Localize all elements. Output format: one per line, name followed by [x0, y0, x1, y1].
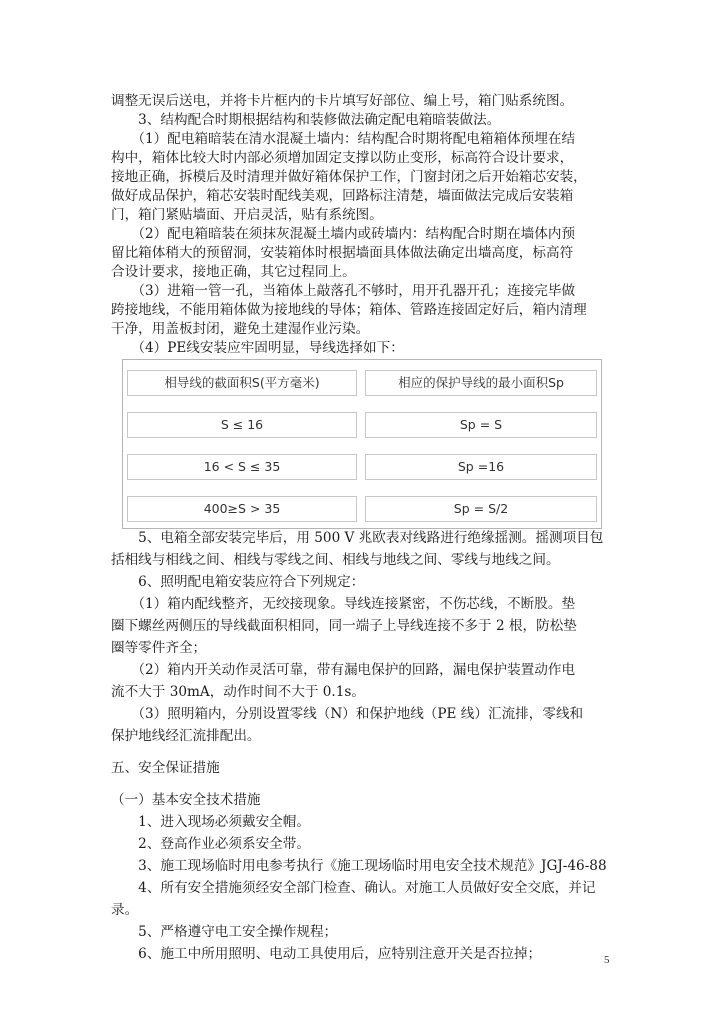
text-line: 跨接地线，不能用箱体做为接地线的导体；箱体、管路连接固定好后，箱内清理: [111, 302, 587, 318]
text-line: 圈下螺丝两侧压的导线截面积相同，同一端子上导线连接不多于 2 根，防松垫: [111, 618, 577, 634]
subsection-title: （一）基本安全技术措施: [111, 792, 261, 808]
table-cell: Sp = S: [365, 412, 597, 438]
text-line: （3）进箱一管一孔，当箱体上敲落孔不够时，用开孔器开孔；连接完毕做: [111, 283, 576, 299]
text-line: 1、进入现场必须戴安全帽。: [111, 814, 310, 830]
text-line: 保护地线经汇流排配出。: [111, 728, 261, 744]
text-line: 6、施工中所用照明、电动工具使用后，应特别注意开关是否拉掉；: [111, 946, 542, 962]
text-line: 5、电箱全部安装完毕后，用 500 V 兆欧表对线路进行绝缘摇测。摇测项目包: [111, 530, 604, 546]
table-cell: S ≤ 16: [127, 412, 357, 438]
table-cell: Sp =16: [365, 454, 597, 480]
table-header-cell: 相导线的截面积S(平方毫米): [127, 370, 357, 396]
page-number: 5: [604, 954, 610, 966]
section-title: 五、安全保证措施: [111, 760, 220, 776]
text-line: 留比箱体稍大的预留洞，安装箱体时根据墙面具体做法确定出墙高度，标高符: [111, 245, 574, 261]
text-line: 3、施工现场临时用电参考执行《施工现场临时用电安全技术规范》JGJ-46-88: [111, 858, 607, 874]
text-line: 做好成品保护，箱芯安装时配线美观，回路标注清楚，墙面做法完成后安装箱: [111, 188, 574, 204]
text-line: （1）箱内配线整齐，无绞接现象。导线连接紧密，不伤芯线，不断股。垫: [111, 596, 576, 612]
text-line: 门，箱门紧贴墙面、开启灵活，贴有系统图。: [111, 207, 383, 223]
text-line: 5、严格遵守电工安全操作规程；: [111, 924, 338, 940]
text-line: 调整无误后送电，并将卡片框内的卡片填写好部位、编上号，箱门贴系统图。: [111, 93, 574, 109]
text-line: 合设计要求，接地正确，其它过程同上。: [111, 264, 356, 280]
text-line: 构中，箱体比较大时内部必须增加固定支撑以防止变形，标高符合设计要求，: [111, 150, 574, 166]
text-line: 4、所有安全措施须经安全部门检查、确认。对施工人员做好安全交底，并记: [111, 880, 596, 896]
text-line: 括相线与相线之间、相线与零线之间、相线与地线之间、零线与地线之间。: [111, 552, 560, 568]
text-line: 6、照明配电箱安装应符合下列规定：: [111, 574, 365, 590]
text-line: 3、结构配合时期根据结构和装修做法确定配电箱暗装做法。: [111, 112, 501, 128]
text-line: （2）箱内开关动作灵活可靠，带有漏电保护的回路，漏电保护装置动作电: [111, 662, 576, 678]
text-line: 流不大于 30mA，动作时间不大于 0.1s。: [111, 684, 365, 700]
text-line: （2）配电箱暗装在须抹灰混凝土墙内或砖墙内：结构配合时期在墙体内预: [111, 226, 576, 242]
text-line: （3）照明箱内，分别设置零线（N）和保护地线（PE 线）汇流排，零线和: [111, 706, 584, 722]
text-line: 2、登高作业必须系安全带。: [111, 836, 310, 852]
table-cell: 16 < S ≤ 35: [127, 454, 357, 480]
text-line: 干净，用盖板封闭，避免土建湿作业污染。: [111, 321, 370, 337]
text-line: （4）PE线安装应牢固明显，导线选择如下：: [111, 340, 404, 356]
table-header-cell: 相应的保护导线的最小面积Sp: [365, 370, 597, 396]
table-cell: Sp = S/2: [365, 496, 597, 522]
text-line: （1）配电箱暗装在清水混凝土墙内：结构配合时期将配电箱箱体预埋在结: [111, 131, 576, 147]
table-cell: 400≥S > 35: [127, 496, 357, 522]
text-line: 接地正确，拆模后及时清理并做好箱体保护工作，门窗封闭之后开始箱芯安装，: [111, 169, 587, 185]
text-line: 圈等零件齐全；: [111, 640, 207, 656]
text-line: 录。: [111, 902, 139, 918]
